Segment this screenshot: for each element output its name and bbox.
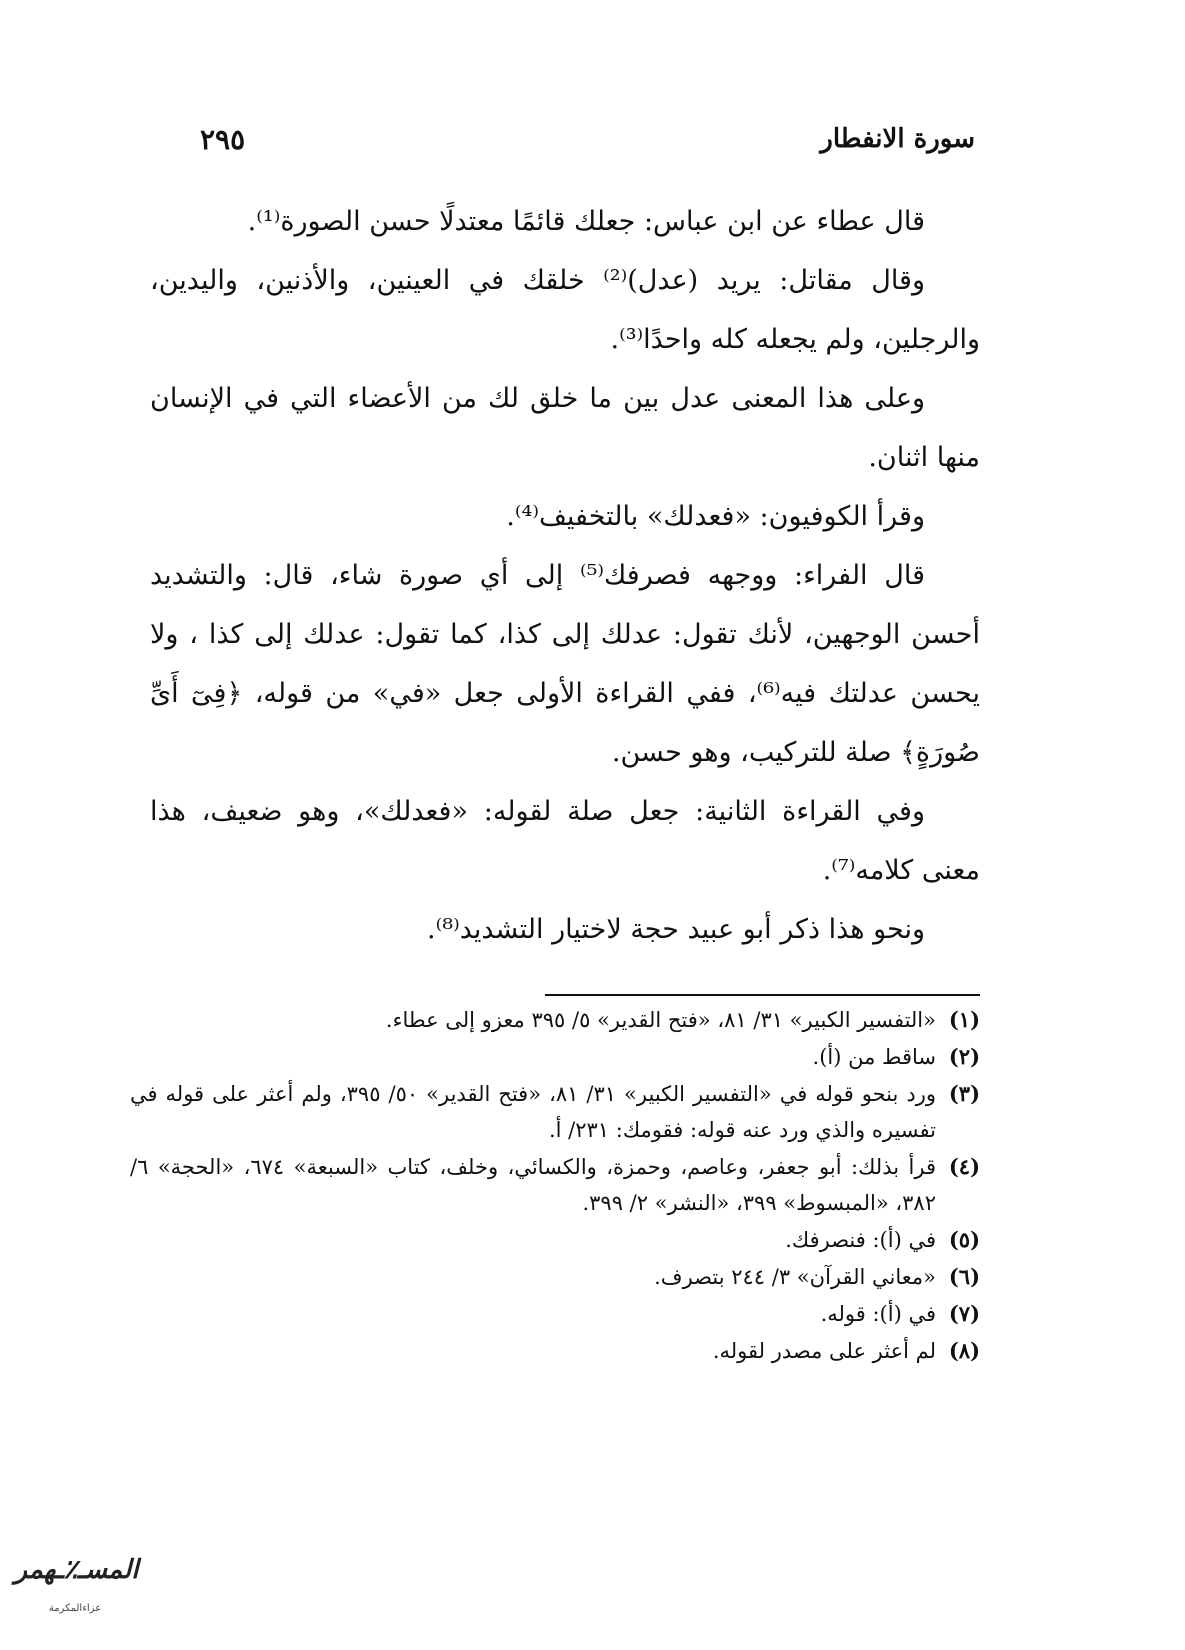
footnote bbox=[130, 1333, 980, 1369]
footnote-text: لم أعثر على مصدر لقوله. bbox=[712, 1339, 936, 1363]
footnote-text: ساقط من (أ). bbox=[812, 1045, 936, 1069]
footnote bbox=[130, 1039, 980, 1075]
paragraph: وقال مقاتل: يريد (عدل)⁽²⁾ خلقك في العينين، والأذنين، واليدين، والرجلين، ولم يجعله كله واحدًا⁽³⁾. bbox=[150, 265, 980, 355]
footnote-text: قرأ بذلك: أبو جعفر، وعاصم، وحمزة، والكسائي، وخلف، كتاب «السبعة» ٦٧٤، «الحجة» ٦/ ٣٨٢، «المبسوط» ٣٩٩، «النشر» ٢/ ٣٩٩. bbox=[130, 1155, 936, 1215]
footnote bbox=[130, 1296, 980, 1332]
footnote-separator bbox=[545, 994, 980, 996]
paragraph: وقرأ الكوفيون: «فعدلك» بالتخفيف⁽⁴⁾. bbox=[506, 501, 925, 532]
footnotes bbox=[130, 1002, 980, 1370]
main-text bbox=[150, 192, 980, 959]
paragraph: وعلى هذا المعنى عدل بين ما خلق لك من الأعضاء التي في الإنسان منها اثنان. bbox=[150, 383, 980, 473]
footnote-number: (٣) bbox=[948, 1081, 980, 1106]
footnote bbox=[130, 1149, 980, 1221]
surah-title: سورة الانفطار bbox=[820, 124, 975, 154]
footnote-number: (٤) bbox=[948, 1154, 980, 1179]
footnote-text: في (أ): فنصرفك. bbox=[785, 1228, 936, 1252]
footnote bbox=[130, 1259, 980, 1295]
footnote-number: (٦) bbox=[948, 1264, 980, 1289]
footnote bbox=[130, 1222, 980, 1258]
footnote-number: (٨) bbox=[948, 1338, 980, 1363]
publisher-logo-subtext: عزاءالمكرمة bbox=[48, 1603, 102, 1614]
footnote-text: «معاني القرآن» ٣/ ٢٤٤ بتصرف. bbox=[654, 1265, 936, 1289]
footnote-number: (٧) bbox=[948, 1301, 980, 1326]
footnote-text: في (أ): قوله. bbox=[820, 1302, 936, 1326]
paragraph: ونحو هذا ذكر أبو عبيد حجة لاختيار التشديد⁽⁸⁾. bbox=[427, 914, 925, 945]
footnote-number: (١) bbox=[948, 1007, 980, 1032]
publisher-logo: المسـ٪ـهمر bbox=[14, 1555, 139, 1585]
paragraph: قال عطاء عن ابن عباس: جعلك قائمًا معتدلًا حسن الصورة⁽¹⁾. bbox=[247, 206, 925, 237]
footnote-text: ورد بنحو قوله في «التفسير الكبير» ٣١/ ٨١، «فتح القدير» ٥٠/ ٣٩٥، ولم أعثر على قوله في تفسيره والذي ورد عنه قوله: فقومك: ٢٣١/ أ. bbox=[130, 1082, 936, 1142]
footnote-text: «التفسير الكبير» ٣١/ ٨١، «فتح القدير» ٥/ ٣٩٥ معزو إلى عطاء. bbox=[385, 1008, 936, 1032]
footnote bbox=[130, 1002, 980, 1038]
footnote bbox=[130, 1076, 980, 1148]
page-number: ٢٩٥ bbox=[200, 122, 246, 156]
footnote-number: (٢) bbox=[948, 1044, 980, 1069]
footnote-number: (٥) bbox=[948, 1227, 980, 1252]
paragraph: وفي القراءة الثانية: جعل صلة لقوله: «فعدلك»، وهو ضعيف، هذا معنى كلامه⁽⁷⁾. bbox=[150, 796, 980, 886]
paragraph: قال الفراء: ووجهه فصرفك⁽⁵⁾ إلى أي صورة شاء، قال: والتشديد أحسن الوجهين، لأنك تقول: عدلك إلى كذا، كما تقول: عدلك إلى كذا ، ولا يحسن عدلتك فيه⁽⁶⁾، ففي القراءة الأولى جعل «في» من قوله، ﴿فِىٓ أَىِّ صُورَةٍ﴾ صلة للتركيب، وهو حسن. bbox=[150, 560, 980, 768]
page-header bbox=[200, 116, 975, 162]
